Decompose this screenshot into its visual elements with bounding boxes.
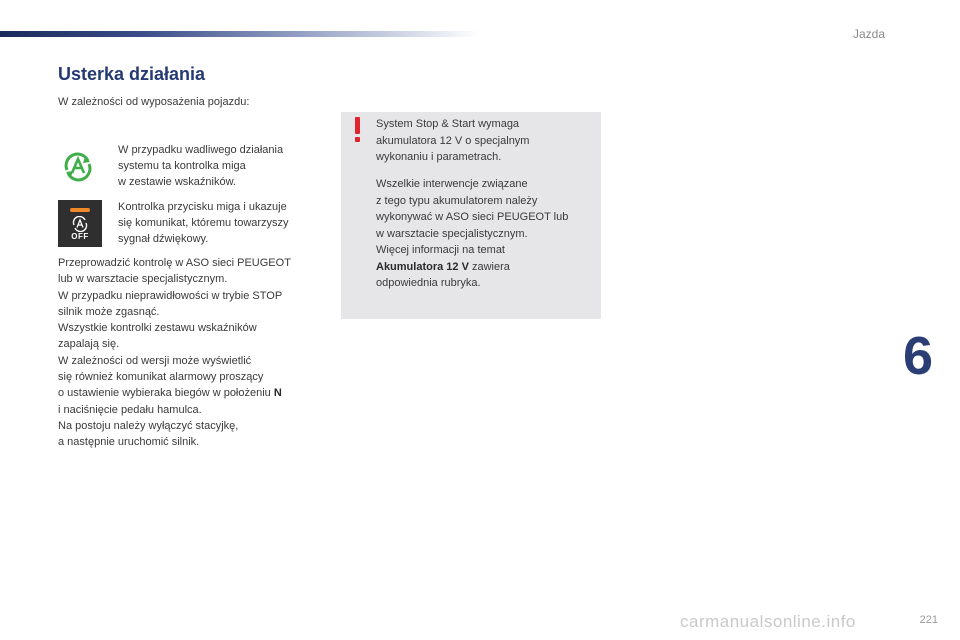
warning-line: Wszelkie interwencje związane: [376, 178, 528, 190]
watermark: carmanualsonline.info: [680, 612, 856, 631]
body-line: Przeprowadzić kontrolę w ASO sieci PEUGEOT: [58, 257, 291, 269]
battery-reference: Akumulatora 12 V: [376, 260, 469, 273]
header-gradient-bar: [0, 31, 480, 37]
indicator-1-description: [118, 142, 318, 190]
intro-text: W zależności od wyposażenia pojazdu:: [58, 96, 250, 108]
indicator-1-line: w zestawie wskaźników.: [118, 176, 236, 188]
warning-line: akumulatora 12 V o specjalnym: [376, 134, 530, 147]
page-number: 221: [919, 614, 938, 626]
orange-led-bar: [70, 208, 90, 212]
body-line-gear: [58, 385, 328, 401]
body-line: się również komunikat alarmowy proszący: [58, 371, 264, 384]
warning-line: odpowiednia rubryka.: [376, 277, 481, 289]
body-line: W przypadku nieprawidłowości w trybie STOP: [58, 289, 283, 302]
indicator-2-line: sygnał dźwiękowy.: [118, 233, 209, 245]
indicator-1-line: W przypadku wadliwego działania: [118, 144, 284, 156]
exclamation-warning-icon: [353, 117, 363, 143]
warning-line: System Stop & Start wymaga: [376, 118, 520, 130]
section-title: Usterka działania: [58, 64, 206, 84]
warning-line: wykonywać w ASO sieci PEUGEOT lub: [376, 211, 569, 223]
body-line: W zależności od wersji może wyświetlić: [58, 354, 252, 367]
warning-line: w warsztacie specjalistycznym.: [376, 227, 528, 240]
indicator-1-line: systemu ta kontrolka miga: [118, 160, 246, 172]
stop-start-a-green-icon: [62, 151, 94, 183]
warning-line: wykonaniu i parametrach.: [376, 151, 502, 163]
stop-start-a-icon: [72, 216, 88, 232]
off-label: OFF: [71, 232, 89, 241]
indicator-2-line: Kontrolka przycisku miga i ukazuje: [118, 201, 287, 213]
warning-box: [341, 112, 601, 319]
body-line: Wszystkie kontrolki zestawu wskaźników: [58, 322, 257, 335]
body-line-text: o ustawienie wybieraka biegów w położeniu: [58, 387, 274, 400]
body-line: silnik może zgasnąć.: [58, 305, 160, 318]
indicator-2-line: się komunikat, któremu towarzyszy: [118, 217, 289, 229]
body-line: Na postoju należy wyłączyć stacyjkę,: [58, 419, 239, 432]
warning-line-bold: [376, 259, 598, 276]
warning-paragraph-1: [376, 116, 596, 166]
warning-paragraph-2: [376, 176, 598, 292]
body-line: lub w warsztacie specjalistycznym.: [58, 273, 228, 286]
body-line: a następnie uruchomić silnik.: [58, 436, 200, 449]
warning-line: z tego typu akumulatorem należy: [376, 194, 538, 207]
body-text: [58, 255, 328, 451]
chapter-name: Jazda: [852, 27, 885, 41]
chapter-number-tab: 6: [903, 326, 934, 386]
warning-line-text: zawiera: [468, 260, 510, 273]
stop-start-off-button-icon: [58, 200, 102, 247]
body-line: zapalają się.: [58, 338, 120, 351]
gear-letter: N: [273, 387, 282, 400]
warning-line: Więcej informacji na temat: [376, 244, 505, 256]
body-line: i naciśnięcie pedału hamulca.: [58, 403, 202, 416]
indicator-2-description: [118, 199, 318, 247]
